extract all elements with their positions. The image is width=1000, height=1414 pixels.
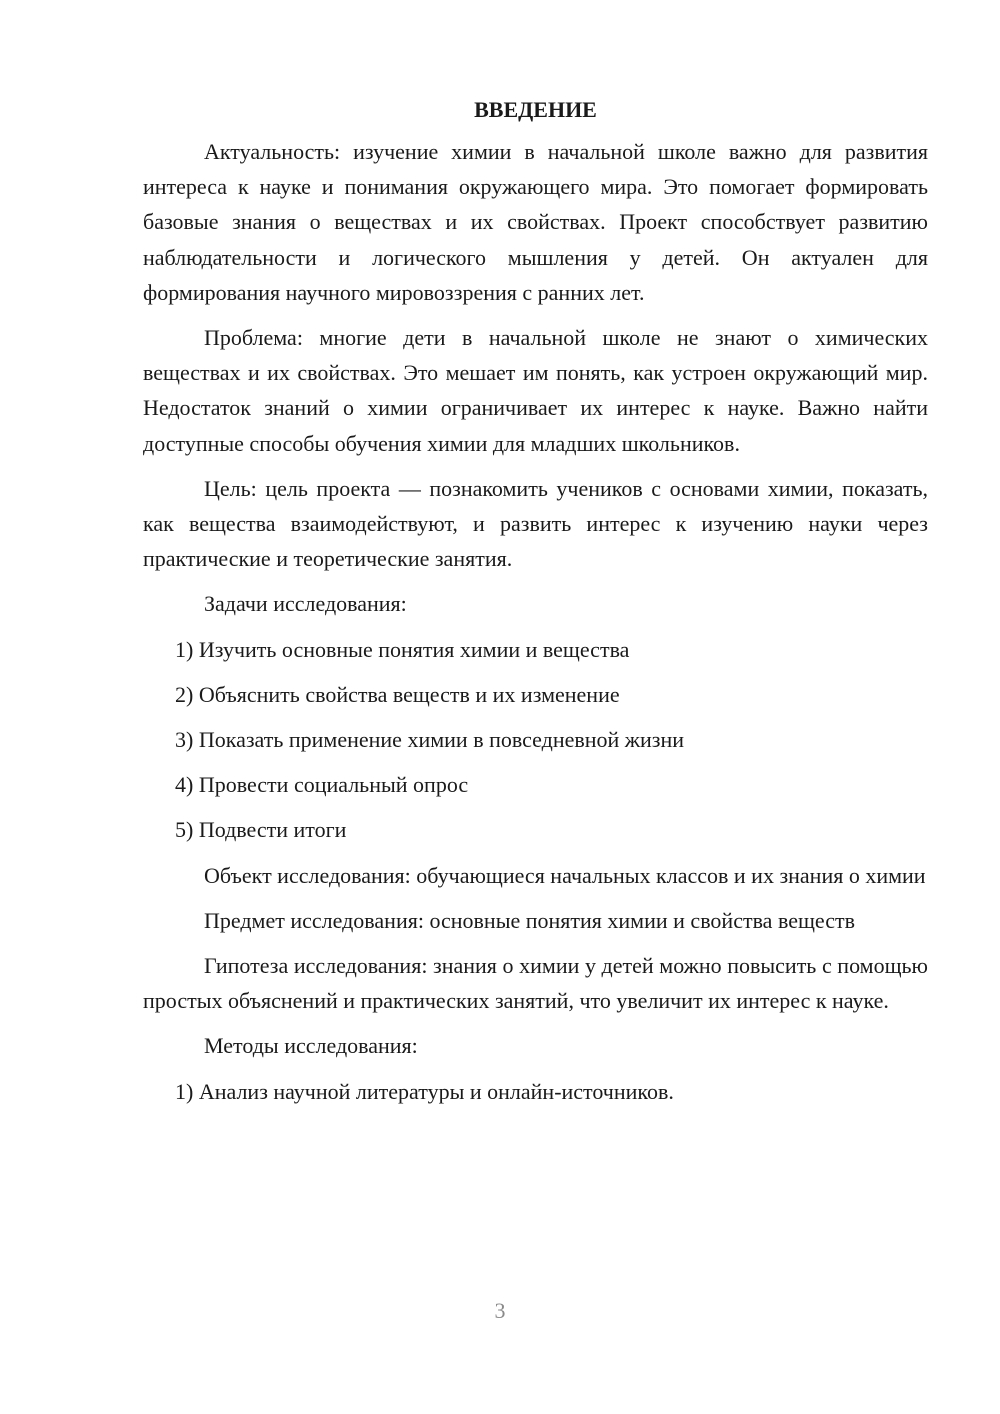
tasks-label: Задачи исследования: bbox=[204, 591, 407, 617]
list-item: 4) Провести социальный опрос bbox=[175, 772, 469, 798]
list-item: 2) Объяснить свойства веществ и их изменение bbox=[175, 681, 620, 707]
goal-paragraph: Цель: цель проекта — познакомить учеников с основами химии, показать, как вещества взаимодействуют, и развить интерес к изучению науки через практические и теоретические занятия. bbox=[143, 475, 928, 572]
list-item: 5) Подвести итоги bbox=[175, 817, 347, 843]
list-item: 1) Анализ научной литературы и онлайн-источников. bbox=[175, 1078, 674, 1104]
list-item: 1) Изучить основные понятия химии и вещества bbox=[175, 636, 630, 662]
subject-paragraph: Предмет исследования: основные понятия химии и свойства веществ bbox=[204, 907, 855, 933]
tasks-list bbox=[143, 632, 928, 848]
object-paragraph: Объект исследования: обучающиеся начальных классов и их знания о химии bbox=[204, 862, 926, 888]
section-heading: ВВЕДЕНИЕ bbox=[474, 97, 597, 122]
problem-paragraph: Проблема: многие дети в начальной школе не знают о химических веществах и их свойствах. Это мешает им понять, как устроен окружающий мир. Недостаток знаний о химии ограничивает их интерес к науке. Важно найти доступные способы обучения химии для младших школьников. bbox=[143, 325, 928, 456]
hypothesis-paragraph: Гипотеза исследования: знания о химии у детей можно повысить с помощью простых объяснений и практических занятий, что увеличит их интерес к науке. bbox=[143, 953, 928, 1014]
relevance-paragraph: Актуальность: изучение химии в начальной школе важно для развития интереса к науке и понимания окружающего мира. Это помогает формировать базовые знания о веществах и их свойствах. Проект способствует развитию наблюдательности и логического мышления у детей. Он актуален для формирования научного мировоззрения с ранних лет. bbox=[143, 139, 928, 305]
methods-label: Методы исследования: bbox=[204, 1033, 418, 1059]
list-item: 3) Показать применение химии в повседневной жизни bbox=[175, 727, 684, 753]
page-content bbox=[143, 92, 928, 1119]
methods-list bbox=[143, 1074, 928, 1109]
page-number: 3 bbox=[494, 1298, 506, 1323]
